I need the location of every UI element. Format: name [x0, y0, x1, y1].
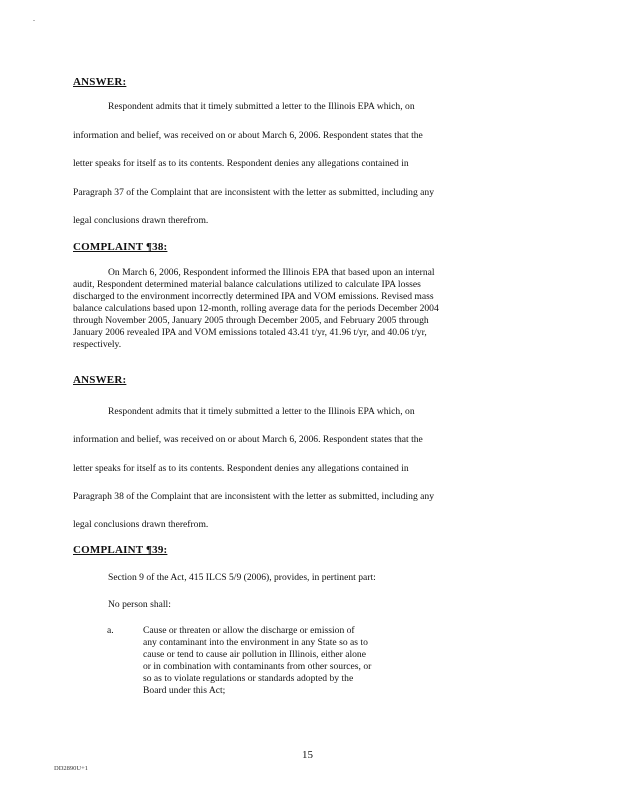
complaint-39-intro: Section 9 of the Act, 415 ILCS 5/9 (2006), provides, in pertinent part:	[108, 572, 376, 583]
complaint-38-line-7: respectively.	[73, 339, 122, 350]
complaint-38-heading: COMPLAINT ¶38:	[73, 241, 168, 253]
answer-heading-2: ANSWER:	[73, 374, 127, 386]
complaint-38-line-5: through November 2005, January 2005 through December 2005, and February 2005 through	[73, 315, 429, 326]
complaint-38-line-6: January 2006 revealed IPA and VOM emissions totaled 43.41 t/yr, 41.96 t/yr, and 40.06 t/yr,	[73, 327, 427, 338]
complaint-39-no-person: No person shall:	[108, 599, 171, 610]
answer-heading-1: ANSWER:	[73, 76, 127, 88]
complaint-38-line-3: discharged to the environment incorrectly determined IPA and VOM emissions. Revised mass	[73, 291, 434, 302]
page-number: 15	[302, 749, 313, 761]
item-a-line-5: so as to violate regulations or standards adopted by the	[143, 673, 354, 684]
item-a-line-3: cause or tend to cause air pollution in Illinois, either alone	[143, 649, 366, 660]
item-a-line-6: Board under this Act;	[143, 685, 226, 696]
complaint-38-line-2: audit, Respondent determined material balance calculations utilized to calculate IPA losses	[73, 279, 421, 290]
answer-2-line-2: information and belief, was received on or about March 6, 2006. Respondent states that the	[73, 434, 423, 445]
answer-2-line-1: Respondent admits that it timely submitted a letter to the Illinois EPA which, on	[108, 406, 415, 417]
item-a-line-4: or in combination with contaminants from other sources, or	[143, 661, 372, 672]
item-a-line-1: Cause or threaten or allow the discharge or emission of	[143, 625, 355, 636]
answer-2-line-5: legal conclusions drawn therefrom.	[73, 519, 209, 530]
complaint-39-heading: COMPLAINT ¶39:	[73, 544, 168, 556]
answer-1-line-4: Paragraph 37 of the Complaint that are inconsistent with the letter as submitted, including any	[73, 187, 435, 198]
list-item-marker: a.	[107, 625, 114, 636]
answer-2-line-3: letter speaks for itself as to its contents. Respondent denies any allegations contained in	[73, 463, 409, 474]
answer-1-line-3: letter speaks for itself as to its contents. Respondent denies any allegations contained in	[73, 158, 409, 169]
document-id: DD2890U+1	[54, 765, 88, 772]
complaint-38-line-4: balance calculations based upon 12-month, rolling average data for the periods December 2004	[73, 303, 439, 314]
item-a-line-2: any contaminant into the environment in any State so as to	[143, 637, 368, 648]
answer-1-line-5: legal conclusions drawn therefrom.	[73, 215, 209, 226]
answer-1-line-2: information and belief, was received on or about March 6, 2006. Respondent states that the	[73, 130, 423, 141]
answer-2-line-4: Paragraph 38 of the Complaint that are inconsistent with the letter as submitted, including any	[73, 491, 435, 502]
complaint-38-line-1: On March 6, 2006, Respondent informed the Illinois EPA that based upon an internal	[108, 267, 435, 278]
answer-1-line-1: Respondent admits that it timely submitted a letter to the Illinois EPA which, on	[108, 101, 415, 112]
scan-mark: .	[33, 14, 35, 23]
